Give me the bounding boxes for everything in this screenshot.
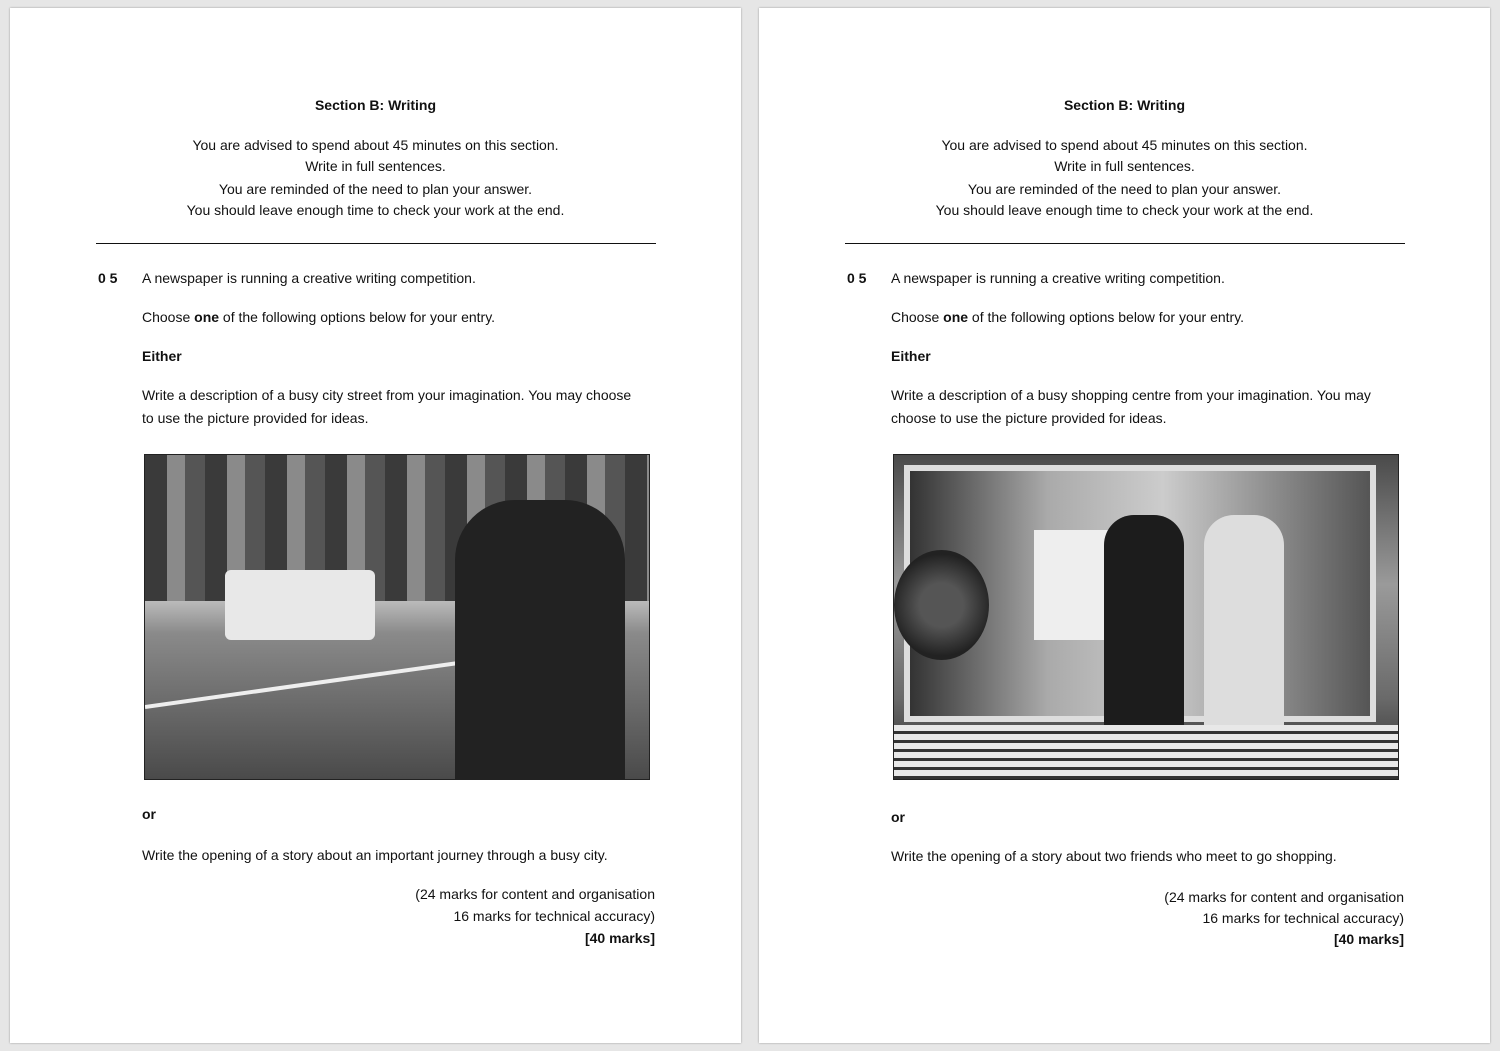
emphasis: one [943, 309, 969, 325]
marks-total: [40 marks] [584, 930, 655, 946]
instruction: Write in full sentences. [1054, 158, 1195, 174]
instruction: You should leave enough time to check your work at the end. [935, 202, 1314, 218]
option-1-text: Write a description of a busy shopping centre from your imagination. You may [891, 387, 1371, 403]
section-title: Section B: Writing [314, 97, 437, 113]
option-2-text: Write the opening of a story about an important journey through a busy city. [142, 847, 608, 863]
divider [845, 243, 1405, 244]
instruction: You are advised to spend about 45 minutes on this section. [192, 137, 559, 153]
option-1-text: to use the picture provided for ideas. [142, 410, 369, 426]
city-street-photo [144, 454, 650, 780]
question-intro: A newspaper is running a creative writing competition. [891, 270, 1225, 286]
either-label: Either [891, 348, 931, 364]
shopping-window-photo [893, 454, 1399, 780]
instruction: You are reminded of the need to plan your answer. [967, 181, 1282, 197]
page-2 [759, 8, 1490, 1043]
question-number: 0 5 [98, 270, 118, 286]
text: Choose [891, 309, 944, 325]
instruction: Write in full sentences. [305, 158, 446, 174]
or-label: or [142, 806, 156, 822]
option-2-text: Write the opening of a story about two friends who meet to go shopping. [891, 848, 1337, 864]
question-intro: A newspaper is running a creative writing competition. [142, 270, 476, 286]
text: of the following options below for your entry. [219, 309, 496, 325]
or-label: or [891, 809, 905, 825]
divider [96, 243, 656, 244]
instruction: You are reminded of the need to plan your answer. [218, 181, 533, 197]
marks-breakdown: (24 marks for content and organisation [1164, 889, 1404, 905]
text: Choose [142, 309, 195, 325]
section-title: Section B: Writing [1063, 97, 1186, 113]
option-1-text: choose to use the picture provided for ideas. [891, 410, 1167, 426]
marks-breakdown: (24 marks for content and organisation [415, 886, 655, 902]
instruction: You are advised to spend about 45 minutes on this section. [941, 137, 1308, 153]
question-number: 0 5 [847, 270, 867, 286]
text: of the following options below for your entry. [968, 309, 1245, 325]
marks-breakdown: 16 marks for technical accuracy) [453, 908, 655, 924]
choose-instruction [142, 308, 495, 326]
instruction: You should leave enough time to check your work at the end. [186, 202, 565, 218]
marks-breakdown: 16 marks for technical accuracy) [1202, 910, 1404, 926]
choose-instruction [891, 308, 1244, 326]
either-label: Either [142, 348, 182, 364]
marks-total: [40 marks] [1333, 931, 1404, 947]
emphasis: one [194, 309, 220, 325]
option-1-text: Write a description of a busy city street from your imagination. You may choose [142, 387, 632, 403]
page-1 [10, 8, 741, 1043]
